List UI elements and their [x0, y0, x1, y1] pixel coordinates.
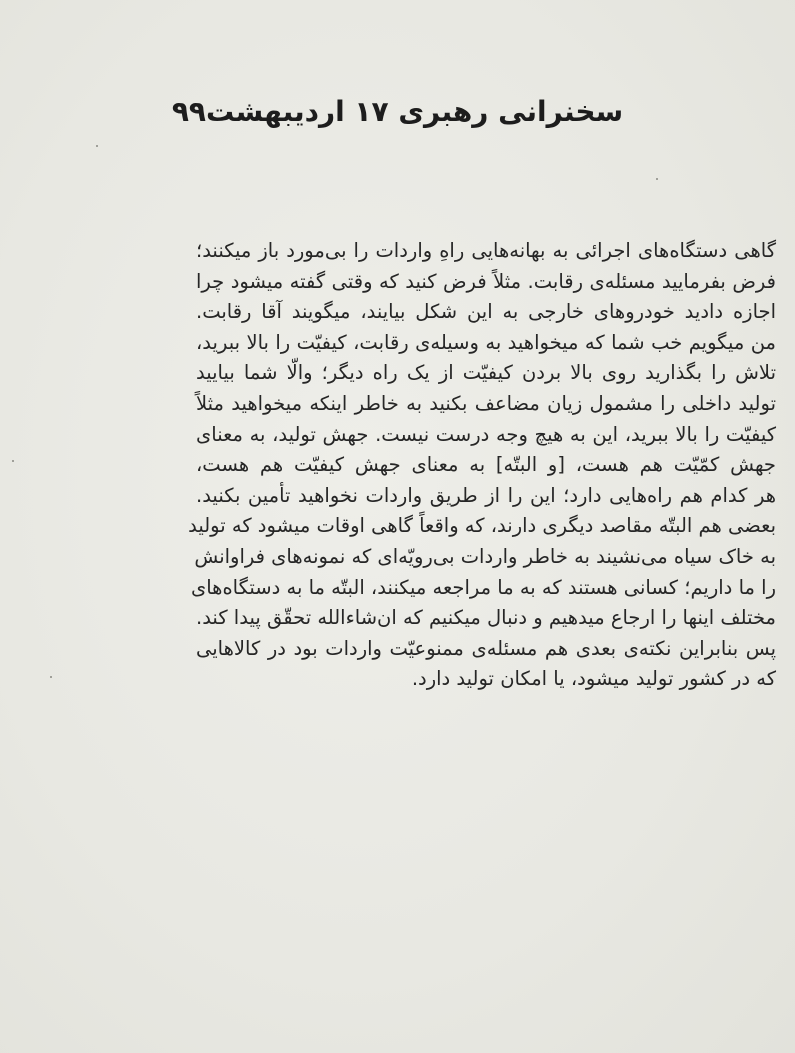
paragraph-line: که در کشور تولید میشود، یا امکان تولید دارد. [411, 667, 776, 691]
paragraph-line: هر کدام هم راه‌هایی دارد؛ این را از طریق واردات نخواهید تأمین بکنید. [196, 483, 776, 507]
paragraph-line: تلاش را بگذارید روی بالا بردن کیفیّت از یک راه دیگر؛ والّا شما بیایید [196, 361, 776, 385]
paragraph-line: پس بنابراین نکته‌ی بعدی هم مسئله‌ی ممنوعیّت واردات بود در کالاهایی [196, 636, 776, 660]
paragraph-line: بعضی هم البتّه مقاصد دیگری دارند، که واقعاً گاهی اوقات میشود که تولید [188, 514, 776, 538]
paper-speck [656, 178, 658, 180]
speech-paragraph [188, 236, 776, 695]
paper-speck [50, 676, 52, 678]
paragraph-line: به خاک سیاه می‌نشیند به خاطر واردات بی‌رویّه‌ای که نمونه‌های فراوانش [194, 544, 776, 568]
paper-speck [96, 145, 98, 147]
paper-speck [12, 460, 14, 462]
paragraph-line: گاهی دستگاه‌های اجرائی به بهانه‌هایی راهِ واردات را بی‌مورد باز میکنند؛ [196, 239, 776, 262]
paragraph-line: مختلف اینها را ارجاع میدهیم و دنبال میکنیم که ان‌شاءالله تحقّق پیدا کند. [196, 606, 776, 630]
paragraph-line: کیفیّت را بالا ببرید، این به هیچ وجه درست نیست. جهش تولید، به معنای [196, 422, 776, 446]
paragraph-line: تولید داخلی را مشمول زیان مضاعف بکنید به خاطر اینکه میخواهید مثلاً [196, 391, 776, 415]
paragraph-line: جهش کمّیّت هم هست، [و البتّه] به معنای جهش کیفیّت هم هست، [196, 453, 776, 477]
paragraph-line: اجازه دادید خودروهای خارجی به این شکل بیایند، میگویند آقا رقابت. [196, 300, 776, 324]
paragraph-line: را ما داریم؛ کسانی هستند که به ما مراجعه میکنند، البتّه ما به دستگاه‌های [190, 575, 776, 599]
document-title: سخنرانی رهبری ۱۷ اردیبهشت۹۹ [171, 94, 624, 128]
paragraph-line: فرض بفرمایید مسئله‌ی رقابت. مثلاً فرض کنید که وقتی گفته میشود چرا [196, 269, 776, 293]
paragraph-line: من میگویم خب شما که میخواهید به وسیله‌ی رقابت، کیفیّت را بالا ببرید، [196, 330, 776, 354]
